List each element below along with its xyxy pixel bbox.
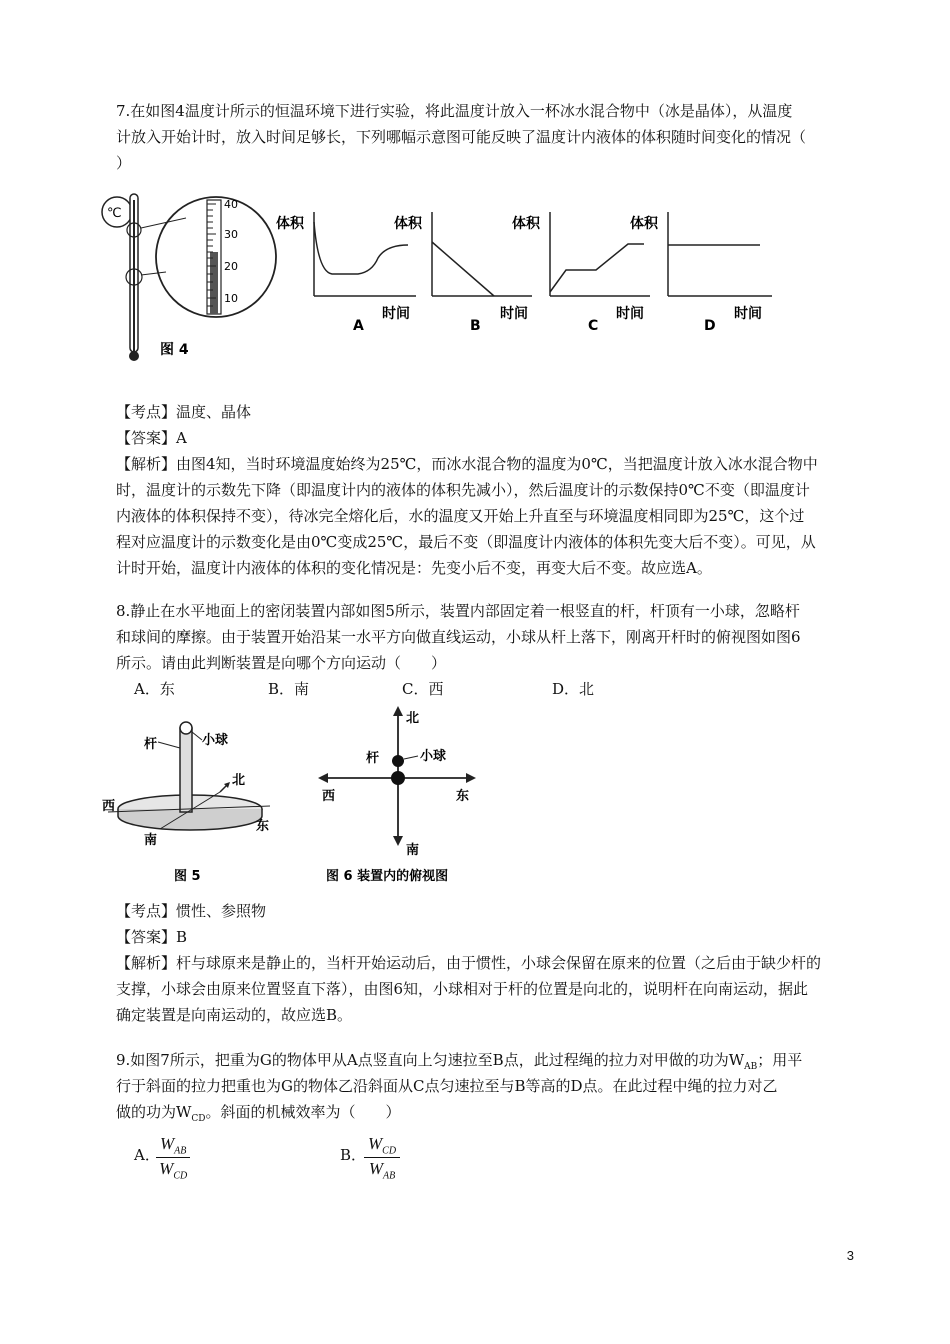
q7-line-1: 7.在如图4温度计所示的恒温环境下进行实验，将此温度计放入一杯冰水混合物中（冰是晶体），从温度	[116, 102, 793, 120]
fig5-ball-label: 小球	[202, 733, 229, 748]
scale-10: 10	[224, 292, 238, 305]
graph-c-label: C	[588, 318, 599, 334]
q9-b-num-sub: CD	[382, 1145, 397, 1157]
fig6-caption: 图 6 装置内的俯视图	[326, 869, 449, 884]
q7-analysis-2: 时，温度计的示数先下降（即温度计内的液体的体积先减小），然后温度计的示数保持0℃不变（即温度计	[116, 481, 810, 499]
graph-d-label: D	[704, 318, 716, 334]
fig6-rod-label: 杆	[366, 751, 380, 766]
graph-b-label: B	[470, 318, 481, 334]
fig6-ball-label: 小球	[420, 749, 447, 764]
q9-a-den: W	[159, 1159, 174, 1179]
fig5-device	[108, 722, 270, 830]
graph-a-label: A	[353, 318, 364, 334]
scale-30: 30	[224, 228, 238, 241]
q9-option-a-label: A．	[134, 1146, 160, 1164]
figure-5-6	[100, 704, 480, 886]
q9-line-3-tail: 。斜面的机械效率为（ ）	[205, 1103, 401, 1121]
q9-line-1-sub: AB	[744, 1062, 758, 1072]
scale-20: 20	[224, 260, 238, 273]
scale-40: 40	[224, 198, 238, 211]
q9-option-a-fraction	[156, 1134, 190, 1182]
q8-option-b: B．南	[268, 680, 310, 698]
q9-b-den: W	[368, 1159, 384, 1179]
q9-line-1-tail: ；用平	[757, 1051, 803, 1069]
q9-line-1-text: 9.如图7所示，把重为G的物体甲从A点竖直向上匀速拉至B点，此过程绳的拉力对甲做的功为W	[116, 1051, 745, 1069]
graph-a-ylabel: 体积	[276, 216, 304, 232]
q8-line-1: 8.静止在水平地面上的密闭装置内部如图5所示，装置内部固定着一根竖直的杆，杆顶有一小球，忽略杆	[116, 602, 800, 620]
q7-analysis-5: 计时开始，温度计内液体的体积的变化情况是：先变小后不变，再变大后不变。故应选A。	[116, 559, 712, 577]
q8-kaodian: 【考点】惯性、参照物	[116, 902, 267, 920]
thermo-unit: ℃	[107, 206, 122, 221]
q8-option-d: D．北	[552, 680, 595, 698]
q8-answer: 【答案】B	[116, 928, 188, 946]
fig5-north-label: 北	[232, 773, 246, 788]
q9-line-2: 行于斜面的拉力把重也为G的物体乙沿斜面从C点匀速拉至与B等高的D点。在此过程中绳的拉力对乙	[116, 1077, 778, 1095]
q7-analysis-3: 内液体的体积保持不变），待冰完全熔化后，水的温度又开始上升直至与环境温度相同即为25℃，这个过	[116, 507, 805, 525]
q9-line-3-sub: CD	[191, 1114, 206, 1124]
graph-b-ylabel: 体积	[394, 216, 422, 232]
graph-a-xlabel: 时间	[382, 306, 410, 322]
q9-option-b-fraction	[364, 1134, 400, 1182]
q8-option-a: A．东	[134, 680, 175, 698]
graph-c-ylabel: 体积	[512, 216, 540, 232]
q7-answer: 【答案】A	[116, 429, 187, 447]
fig5-west-label: 西	[102, 799, 116, 814]
thermometer-icon	[102, 194, 186, 361]
q7-line-3: ）	[116, 154, 132, 172]
rod-dot	[391, 771, 405, 785]
fig6-north-label: 北	[406, 711, 420, 726]
page-number: 3	[846, 1248, 854, 1263]
q9-line-3	[116, 1099, 401, 1132]
q9-a-num-sub: AB	[174, 1145, 187, 1157]
graph-d	[630, 212, 772, 334]
fig5-south-label: 南	[144, 833, 158, 848]
graph-d-xlabel: 时间	[734, 306, 762, 322]
q7-analysis-1: 【解析】由图4知，当时环境温度始终为25℃，而冰水混合物的温度为0℃，当把温度计放入冰水混合物中	[116, 455, 818, 473]
graph-c-xlabel: 时间	[616, 306, 644, 322]
q9-line-3-text: 做的功为W	[116, 1103, 192, 1121]
q8-option-c: C．西	[402, 680, 444, 698]
q7-analysis-4: 程对应温度计的示数变化是由0℃变成25℃，最后不变（即温度计内液体的体积先变大后不变）。可见，从	[116, 533, 816, 551]
q7-line-2: 计放入开始计时，放入时间足够长，下列哪幅示意图可能反映了温度计内液体的体积随时间变化的情况（	[116, 128, 807, 146]
fig6-west-label: 西	[322, 789, 336, 804]
fig5-east-label: 东	[256, 819, 270, 834]
fig4-caption: 图 4	[160, 342, 189, 358]
graph-b-xlabel: 时间	[500, 306, 528, 322]
ball-dot	[392, 755, 404, 767]
q8-line-3: 所示。请由此判断装置是向哪个方向运动（ ）	[116, 654, 447, 672]
fig5-rod-label: 杆	[144, 737, 158, 752]
q9-b-den-sub: AB	[383, 1170, 396, 1182]
q9-a-num: W	[160, 1134, 175, 1153]
q9-a-den-sub: CD	[173, 1170, 188, 1182]
q8-analysis-3: 确定装置是向南运动的，故应选B。	[116, 1006, 353, 1024]
fig6-south-label: 南	[406, 843, 420, 858]
q8-analysis-1: 【解析】杆与球原来是静止的，当杆开始运动后，由于惯性，小球会保留在原来的位置（之后由于缺少杆的	[116, 954, 822, 972]
graph-d-ylabel: 体积	[630, 216, 658, 232]
q7-kaodian: 【考点】温度、晶体	[116, 403, 252, 421]
q8-analysis-2: 支撑，小球会由原来位置竖直下落），由图6知，小球相对于杆的位置是向北的，说明杆在向南运动，据此	[116, 980, 809, 998]
thermometer-magnified	[156, 197, 276, 317]
fig5-caption: 图 5	[174, 869, 201, 884]
fig6-top-view	[318, 706, 476, 846]
fig6-east-label: 东	[456, 789, 470, 804]
q8-line-2: 和球间的摩擦。由于装置开始沿某一水平方向做直线运动，小球从杆上落下，刚离开杆时的俯视图如图6	[116, 628, 801, 646]
q9-b-num: W	[368, 1134, 383, 1153]
q9-option-b-label: B．	[340, 1146, 367, 1164]
figure-4-thermometer-graphs	[96, 182, 796, 372]
